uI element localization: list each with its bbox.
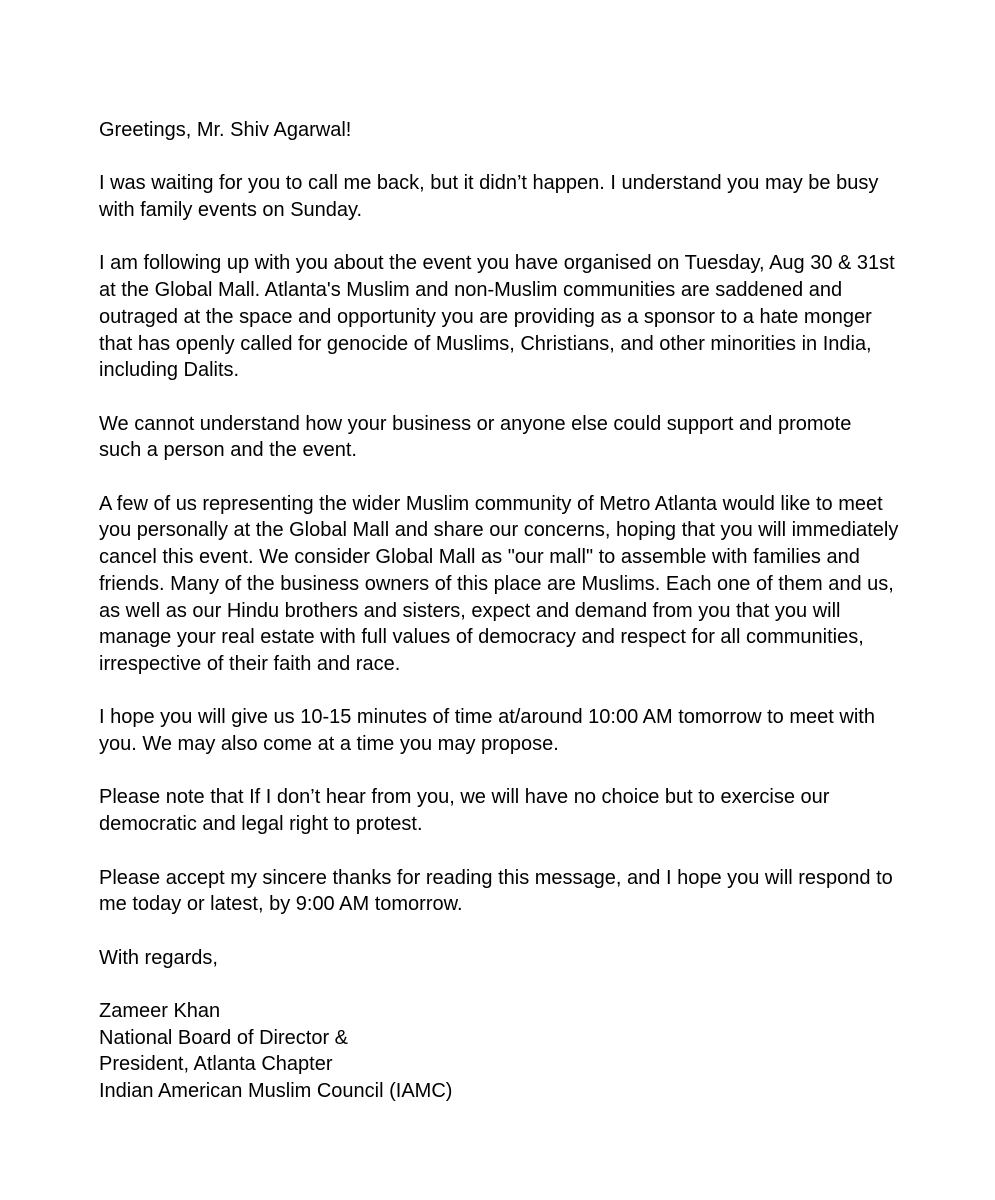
signature-title-line2: President, Atlanta Chapter [99,1053,333,1076]
paragraph-meeting-request: A few of us representing the wider Muslim community of Metro Atlanta would like to meet you personally at the Global Mall and share our concerns, hoping that you will immediately cancel this event. We consider Global Mall as "our mall" to assemble with families and friends. Many of the business owners of this place are Muslims. Each one of them and us, as well as our Hindu brothers and sisters, expect and demand from you that you will manage your real estate with full values of democracy and respect for all communities, irrespective of their faith and race. [99,492,899,675]
paragraph-event-followup: I am following up with you about the event you have organised on Tuesday, Aug 30 & 31st at the Global Mall. Atlanta's Muslim and non-Muslim communities are saddened and outraged at the space and opportunity you are providing as a sponsor to a hate monger that has openly called for genocide of Muslims, Christians, and other minorities in India, including Dalits. [99,252,895,382]
paragraph-thanks: Please accept my sincere thanks for reading this message, and I hope you will respond to me today or latest, by 9:00 AM tomorrow. [99,866,893,916]
signature-organization: Indian American Muslim Council (IAMC) [99,1080,453,1103]
paragraph-callback: I was waiting for you to call me back, but it didn’t happen. I understand you may be busy with family events on Sunday. [99,172,879,222]
paragraph-protest-notice: Please note that If I don’t hear from you, we will have no choice but to exercise our democratic and legal right to protest. [99,786,830,836]
paragraph-time-request: I hope you will give us 10-15 minutes of time at/around 10:00 AM tomorrow to meet with you. We may also come at a time you may propose. [99,706,875,756]
signature-block [99,998,899,1105]
letter-closing: With regards, [99,946,218,969]
signature-title-line1: National Board of Director & [99,1026,349,1049]
paragraph-cannot-understand: We cannot understand how your business or anyone else could support and promote such a person and the event. [99,412,852,462]
letter-body [99,117,899,1105]
signature-name: Zameer Khan [99,1000,221,1023]
letter-greeting: Greetings, Mr. Shiv Agarwal! [99,119,352,141]
